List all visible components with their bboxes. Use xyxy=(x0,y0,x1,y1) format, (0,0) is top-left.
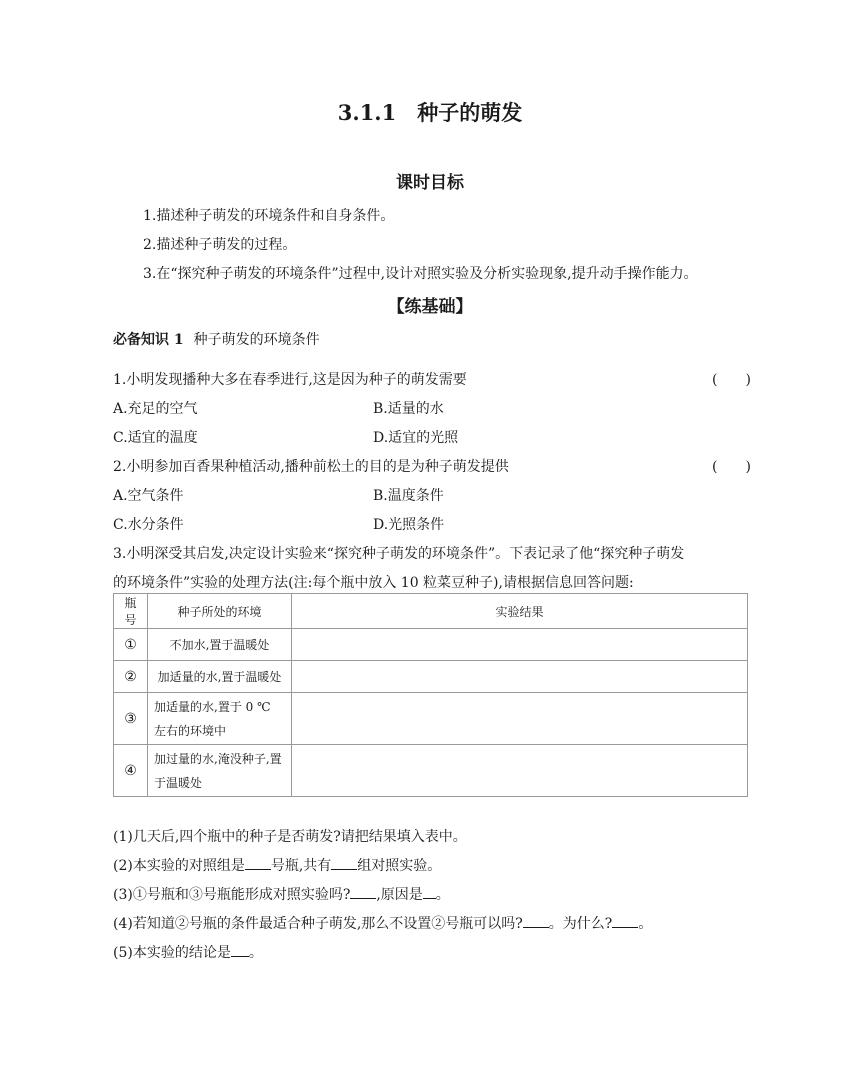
knowledge-point-label: 必备知识 1 xyxy=(113,332,184,348)
table-cell-environment: 加适量的水,置于温暖处 xyxy=(148,661,292,693)
table-header-environment: 种子所处的环境 xyxy=(148,594,292,629)
answer-blank[interactable] xyxy=(331,855,357,870)
question-1-option-a[interactable]: A.充足的空气 xyxy=(113,401,198,417)
sub-2-text-a: (2)本实验的对照组是 xyxy=(113,858,245,874)
answer-blank[interactable] xyxy=(523,913,549,928)
table-cell-bottle: ② xyxy=(114,661,148,693)
table-cell-bottle: ① xyxy=(114,629,148,661)
question-3-stem-line-2: 的环境条件”实验的处理方法(注:每个瓶中放入 10 粒菜豆种子),请根据信息回答问题: xyxy=(113,575,634,591)
question-3-sub-3 xyxy=(113,884,450,904)
table-cell-result-input[interactable] xyxy=(292,629,748,661)
answer-blank[interactable] xyxy=(423,884,436,899)
sub-2-text-b: 号瓶,共有 xyxy=(270,858,332,874)
question-1-option-b[interactable]: B.适量的水 xyxy=(373,401,444,417)
sub-3-text-a: (3)①号瓶和③号瓶能形成对照实验吗? xyxy=(113,887,351,903)
question-2-option-b[interactable]: B.温度条件 xyxy=(373,488,444,504)
answer-blank[interactable] xyxy=(612,913,638,928)
table-cell-bottle: ③ xyxy=(114,693,148,745)
table-row xyxy=(114,693,748,745)
section-heading: 【练基础】 xyxy=(387,297,473,317)
question-3-sub-1: (1)几天后,四个瓶中的种子是否萌发?请把结果填入表中。 xyxy=(113,829,467,845)
question-3-sub-5 xyxy=(113,942,263,962)
table-cell-environment xyxy=(148,693,292,745)
answer-blank[interactable] xyxy=(231,942,249,957)
question-1-answer-paren[interactable]: ( ) xyxy=(712,372,751,388)
question-2-option-c[interactable]: C.水分条件 xyxy=(113,517,184,533)
table-cell-environment-text: 加适量的水,置于 0 ℃左右的环境中 xyxy=(154,699,271,738)
table-cell-result-input[interactable] xyxy=(292,661,748,693)
question-2-answer-paren[interactable]: ( ) xyxy=(712,459,751,475)
page-title: 3.1.1 种子的萌发 xyxy=(337,100,523,125)
knowledge-point-text: 种子萌发的环境条件 xyxy=(193,332,320,348)
question-1-stem: 1.小明发现播种大多在春季进行,这是因为种子的萌发需要 xyxy=(113,372,467,388)
table-cell-environment xyxy=(148,745,292,797)
lesson-goals-heading: 课时目标 xyxy=(396,173,464,193)
sub-4-text-a: (4)若知道②号瓶的条件最适合种子萌发,那么不设置②号瓶可以吗? xyxy=(113,916,523,932)
question-3-sub-2 xyxy=(113,855,441,875)
table-cell-result-input[interactable] xyxy=(292,745,748,797)
question-1-option-d[interactable]: D.适宜的光照 xyxy=(373,430,459,446)
sub-4-text-c: 。 xyxy=(638,916,653,932)
goal-item-1: 1.描述种子萌发的环境条件和自身条件。 xyxy=(143,208,395,224)
goal-item-2: 2.描述种子萌发的过程。 xyxy=(143,237,297,253)
sub-2-text-c: 组对照实验。 xyxy=(357,858,442,874)
sub-5-text-b: 。 xyxy=(248,945,263,961)
sub-3-text-b: ,原因是 xyxy=(376,887,423,903)
answer-blank[interactable] xyxy=(245,855,271,870)
question-1-option-c[interactable]: C.适宜的温度 xyxy=(113,430,198,446)
question-3-sub-4 xyxy=(113,913,652,933)
table-cell-environment-text: 加过量的水,淹没种子,置于温暖处 xyxy=(154,751,282,790)
question-2-option-d[interactable]: D.光照条件 xyxy=(373,517,445,533)
table-row xyxy=(114,661,748,693)
knowledge-point xyxy=(113,329,320,349)
sub-5-text-a: (5)本实验的结论是 xyxy=(113,945,231,961)
table-row xyxy=(114,629,748,661)
goal-item-3: 3.在“探究种子萌发的环境条件”过程中,设计对照实验及分析实验现象,提升动手操作能力。 xyxy=(143,266,698,282)
table-cell-bottle: ④ xyxy=(114,745,148,797)
sub-4-text-b: 。为什么? xyxy=(548,916,613,932)
sub-3-text-c: 。 xyxy=(435,887,450,903)
answer-blank[interactable] xyxy=(350,884,376,899)
table-header-bottle: 瓶号 xyxy=(114,594,148,629)
table-header-row xyxy=(114,594,748,629)
table-cell-result-input[interactable] xyxy=(292,693,748,745)
question-2-option-a[interactable]: A.空气条件 xyxy=(113,488,184,504)
question-3-stem-line-1: 3.小明深受其启发,决定设计实验来“探究种子萌发的环境条件”。下表记录了他“探究种子萌发 xyxy=(113,546,685,562)
table-cell-environment: 不加水,置于温暖处 xyxy=(148,629,292,661)
table-row xyxy=(114,745,748,797)
table-header-result: 实验结果 xyxy=(292,594,748,629)
question-2-stem: 2.小明参加百香果种植活动,播种前松土的目的是为种子萌发提供 xyxy=(113,459,509,475)
experiment-table xyxy=(113,593,748,797)
